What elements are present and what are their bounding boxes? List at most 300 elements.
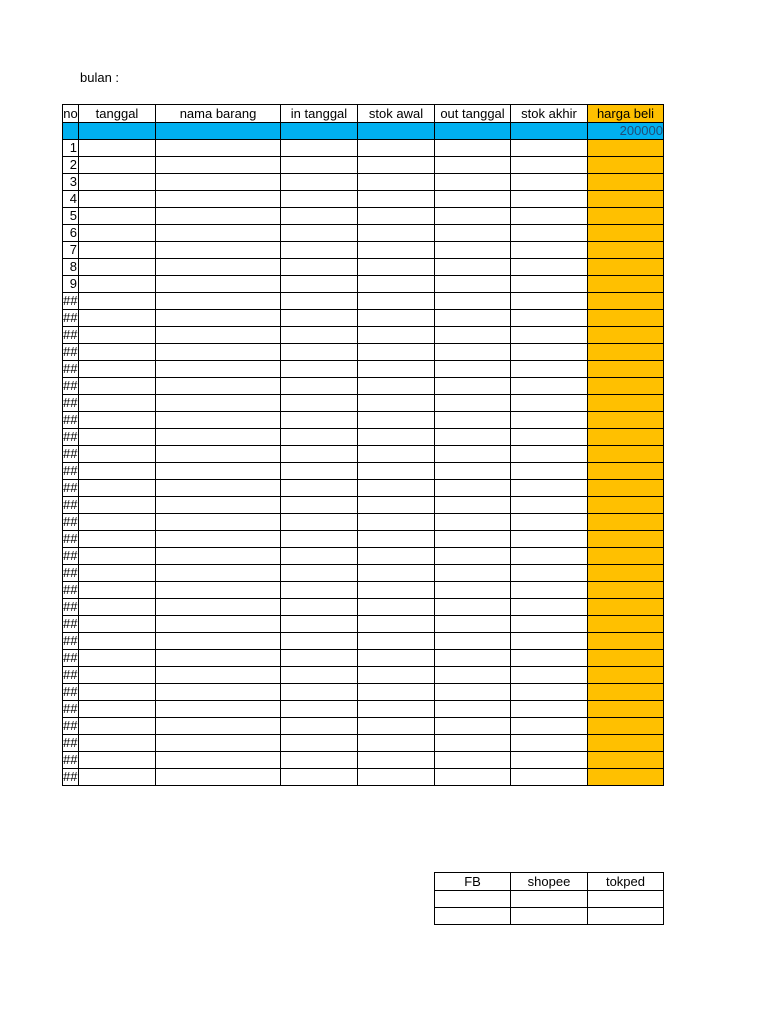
table-cell[interactable]	[511, 327, 588, 344]
table-cell[interactable]	[281, 157, 358, 174]
table-cell[interactable]	[511, 752, 588, 769]
harga-beli-cell[interactable]	[588, 752, 664, 769]
table-cell[interactable]	[79, 735, 156, 752]
table-cell[interactable]	[358, 157, 435, 174]
table-cell[interactable]	[156, 752, 281, 769]
table-cell[interactable]	[79, 616, 156, 633]
table-cell[interactable]	[79, 429, 156, 446]
table-cell[interactable]	[79, 242, 156, 259]
table-cell[interactable]	[511, 735, 588, 752]
table-cell[interactable]	[435, 378, 511, 395]
table-cell[interactable]	[511, 412, 588, 429]
table-cell[interactable]	[79, 174, 156, 191]
table-cell[interactable]	[79, 344, 156, 361]
table-cell[interactable]	[358, 684, 435, 701]
table-cell[interactable]	[435, 565, 511, 582]
table-cell[interactable]	[281, 242, 358, 259]
harga-beli-value[interactable]: 200000	[588, 123, 664, 140]
row-number: 6	[63, 225, 79, 242]
table-cell[interactable]	[511, 378, 588, 395]
table-cell[interactable]	[435, 616, 511, 633]
table-cell[interactable]	[358, 650, 435, 667]
harga-beli-cell[interactable]	[588, 140, 664, 157]
table-cell[interactable]	[156, 599, 281, 616]
table-cell[interactable]	[358, 599, 435, 616]
table-cell[interactable]	[156, 191, 281, 208]
table-cell[interactable]	[511, 242, 588, 259]
table-cell[interactable]	[435, 225, 511, 242]
table-cell[interactable]	[435, 123, 511, 140]
harga-beli-cell[interactable]	[588, 446, 664, 463]
table-cell[interactable]	[435, 259, 511, 276]
table-cell[interactable]	[156, 412, 281, 429]
table-cell[interactable]	[358, 123, 435, 140]
table-cell[interactable]	[156, 208, 281, 225]
table-cell[interactable]	[281, 208, 358, 225]
table-cell[interactable]	[435, 599, 511, 616]
table-cell[interactable]	[435, 633, 511, 650]
table-cell[interactable]	[281, 616, 358, 633]
table-cell[interactable]	[79, 191, 156, 208]
table-cell[interactable]	[79, 480, 156, 497]
table-cell[interactable]	[435, 208, 511, 225]
table-cell[interactable]	[79, 310, 156, 327]
table-cell[interactable]	[79, 769, 156, 786]
table-cell[interactable]	[511, 633, 588, 650]
harga-beli-cell[interactable]	[588, 497, 664, 514]
table-cell[interactable]	[79, 412, 156, 429]
table-cell[interactable]	[281, 582, 358, 599]
table-cell[interactable]	[79, 463, 156, 480]
table-cell[interactable]	[511, 497, 588, 514]
table-cell[interactable]	[435, 310, 511, 327]
harga-beli-cell[interactable]	[588, 361, 664, 378]
table-cell[interactable]	[281, 395, 358, 412]
row-number: ##	[63, 463, 78, 478]
table-cell[interactable]	[511, 565, 588, 582]
table-cell[interactable]	[281, 480, 358, 497]
table-cell[interactable]	[281, 429, 358, 446]
table-cell[interactable]	[79, 497, 156, 514]
table-cell[interactable]	[435, 667, 511, 684]
table-cell[interactable]	[511, 582, 588, 599]
harga-beli-cell[interactable]	[588, 242, 664, 259]
row-number: ##	[63, 497, 78, 512]
table-cell[interactable]	[156, 701, 281, 718]
table-cell[interactable]	[156, 429, 281, 446]
table-cell[interactable]	[79, 225, 156, 242]
table-cell[interactable]	[511, 599, 588, 616]
table-cell[interactable]	[511, 191, 588, 208]
table-cell[interactable]	[79, 684, 156, 701]
harga-beli-cell[interactable]	[588, 616, 664, 633]
table-cell[interactable]	[156, 293, 281, 310]
table-cell[interactable]	[79, 667, 156, 684]
col-header-tokped: tokped	[588, 873, 664, 891]
table-cell[interactable]	[358, 276, 435, 293]
row-number: ##	[63, 480, 78, 495]
harga-beli-cell[interactable]	[588, 514, 664, 531]
table-cell[interactable]	[358, 191, 435, 208]
table-cell[interactable]	[435, 684, 511, 701]
harga-beli-cell[interactable]	[588, 157, 664, 174]
table-cell[interactable]	[358, 446, 435, 463]
table-cell[interactable]	[511, 123, 588, 140]
row-number: ##	[63, 446, 78, 461]
table-cell[interactable]	[511, 344, 588, 361]
table-cell[interactable]	[79, 752, 156, 769]
table-cell[interactable]	[156, 276, 281, 293]
table-cell[interactable]	[281, 412, 358, 429]
table-cell[interactable]	[435, 701, 511, 718]
channel-cell[interactable]	[435, 891, 511, 908]
table-cell[interactable]	[281, 463, 358, 480]
harga-beli-cell[interactable]	[588, 259, 664, 276]
table-row	[63, 701, 664, 718]
table-cell[interactable]	[358, 361, 435, 378]
table-cell[interactable]	[156, 242, 281, 259]
table-cell[interactable]	[63, 123, 79, 140]
table-cell[interactable]	[79, 361, 156, 378]
harga-beli-cell[interactable]	[588, 174, 664, 191]
table-cell[interactable]	[79, 327, 156, 344]
table-cell[interactable]	[281, 667, 358, 684]
table-cell[interactable]	[79, 531, 156, 548]
table-cell[interactable]	[156, 259, 281, 276]
table-cell[interactable]	[156, 446, 281, 463]
harga-beli-cell[interactable]	[588, 599, 664, 616]
table-cell[interactable]	[435, 718, 511, 735]
table-cell[interactable]	[358, 548, 435, 565]
harga-beli-cell[interactable]	[588, 667, 664, 684]
table-cell[interactable]	[358, 769, 435, 786]
table-cell[interactable]	[281, 310, 358, 327]
table-cell[interactable]	[79, 140, 156, 157]
table-cell[interactable]	[281, 752, 358, 769]
table-cell[interactable]	[511, 463, 588, 480]
table-cell[interactable]	[79, 276, 156, 293]
table-cell[interactable]	[79, 565, 156, 582]
table-cell[interactable]	[511, 140, 588, 157]
harga-beli-cell[interactable]	[588, 701, 664, 718]
row-number: ##	[63, 650, 78, 665]
table-cell[interactable]	[281, 140, 358, 157]
table-cell[interactable]	[358, 395, 435, 412]
table-cell[interactable]	[435, 463, 511, 480]
table-cell[interactable]	[281, 276, 358, 293]
table-cell[interactable]	[435, 412, 511, 429]
table-cell[interactable]	[156, 582, 281, 599]
channel-cell[interactable]	[588, 908, 664, 925]
table-cell[interactable]	[156, 361, 281, 378]
harga-beli-cell[interactable]	[588, 650, 664, 667]
table-cell[interactable]	[511, 157, 588, 174]
table-cell[interactable]	[79, 123, 156, 140]
table-cell[interactable]	[435, 361, 511, 378]
table-cell[interactable]	[281, 548, 358, 565]
channel-cell[interactable]	[588, 891, 664, 908]
table-cell[interactable]	[281, 718, 358, 735]
table-cell[interactable]	[281, 378, 358, 395]
table-cell[interactable]	[281, 650, 358, 667]
table-cell[interactable]	[435, 157, 511, 174]
table-cell[interactable]	[156, 344, 281, 361]
table-cell[interactable]	[281, 225, 358, 242]
table-cell[interactable]	[511, 684, 588, 701]
table-cell[interactable]	[281, 191, 358, 208]
harga-beli-cell[interactable]	[588, 582, 664, 599]
table-cell[interactable]	[511, 718, 588, 735]
table-cell[interactable]	[156, 718, 281, 735]
table-cell[interactable]	[511, 208, 588, 225]
table-cell[interactable]	[511, 531, 588, 548]
table-cell[interactable]	[79, 548, 156, 565]
table-cell[interactable]	[358, 242, 435, 259]
table-cell[interactable]	[435, 480, 511, 497]
table-row	[63, 259, 664, 276]
table-cell[interactable]	[281, 735, 358, 752]
table-cell[interactable]	[281, 174, 358, 191]
table-cell[interactable]	[511, 446, 588, 463]
table-cell[interactable]	[281, 123, 358, 140]
table-cell[interactable]	[358, 174, 435, 191]
table-cell[interactable]	[358, 752, 435, 769]
table-cell[interactable]	[156, 140, 281, 157]
harga-beli-cell[interactable]	[588, 633, 664, 650]
table-cell[interactable]	[435, 395, 511, 412]
channel-cell[interactable]	[435, 908, 511, 925]
table-cell[interactable]	[281, 565, 358, 582]
table-cell[interactable]	[358, 497, 435, 514]
table-cell[interactable]	[358, 633, 435, 650]
table-cell[interactable]	[281, 514, 358, 531]
harga-beli-cell[interactable]	[588, 429, 664, 446]
table-cell[interactable]	[156, 667, 281, 684]
table-cell[interactable]	[156, 480, 281, 497]
harga-beli-cell[interactable]	[588, 208, 664, 225]
harga-beli-cell[interactable]	[588, 378, 664, 395]
table-cell[interactable]	[156, 548, 281, 565]
harga-beli-cell[interactable]	[588, 480, 664, 497]
harga-beli-cell[interactable]	[588, 548, 664, 565]
table-cell[interactable]	[79, 650, 156, 667]
table-cell[interactable]	[435, 242, 511, 259]
table-cell[interactable]	[511, 276, 588, 293]
table-cell[interactable]	[156, 327, 281, 344]
table-cell[interactable]	[511, 769, 588, 786]
table-cell[interactable]	[435, 191, 511, 208]
table-cell[interactable]	[435, 276, 511, 293]
table-cell[interactable]	[358, 531, 435, 548]
table-cell[interactable]	[358, 140, 435, 157]
table-cell[interactable]	[79, 157, 156, 174]
table-row	[63, 514, 664, 531]
table-row	[63, 565, 664, 582]
harga-beli-cell[interactable]	[588, 463, 664, 480]
table-cell[interactable]	[281, 259, 358, 276]
table-cell[interactable]	[435, 548, 511, 565]
table-cell[interactable]	[281, 599, 358, 616]
table-cell[interactable]	[511, 361, 588, 378]
table-cell[interactable]	[281, 684, 358, 701]
harga-beli-cell[interactable]	[588, 344, 664, 361]
table-cell[interactable]	[281, 769, 358, 786]
table-cell[interactable]	[358, 293, 435, 310]
harga-beli-cell[interactable]	[588, 412, 664, 429]
table-cell[interactable]	[79, 582, 156, 599]
table-cell[interactable]	[511, 616, 588, 633]
table-cell[interactable]	[156, 769, 281, 786]
table-cell[interactable]	[358, 259, 435, 276]
table-cell[interactable]	[156, 650, 281, 667]
table-cell[interactable]	[156, 395, 281, 412]
harga-beli-cell[interactable]	[588, 718, 664, 735]
table-cell[interactable]	[358, 718, 435, 735]
table-cell[interactable]	[281, 293, 358, 310]
table-cell[interactable]	[156, 225, 281, 242]
table-cell[interactable]	[511, 548, 588, 565]
table-cell[interactable]	[511, 225, 588, 242]
table-cell[interactable]	[511, 174, 588, 191]
table-cell[interactable]	[156, 633, 281, 650]
table-cell[interactable]	[156, 378, 281, 395]
harga-beli-cell[interactable]	[588, 735, 664, 752]
harga-beli-cell[interactable]	[588, 293, 664, 310]
table-cell[interactable]	[435, 140, 511, 157]
table-cell[interactable]	[281, 344, 358, 361]
table-cell[interactable]	[156, 684, 281, 701]
row-number: ##	[63, 701, 78, 716]
table-cell[interactable]	[435, 582, 511, 599]
table-cell[interactable]	[156, 123, 281, 140]
table-cell[interactable]	[79, 259, 156, 276]
table-cell[interactable]	[435, 174, 511, 191]
harga-beli-cell[interactable]	[588, 565, 664, 582]
table-cell[interactable]	[281, 701, 358, 718]
table-cell[interactable]	[79, 378, 156, 395]
table-cell[interactable]	[511, 429, 588, 446]
table-cell[interactable]	[511, 667, 588, 684]
row-number: ##	[63, 769, 78, 784]
table-cell[interactable]	[358, 225, 435, 242]
channel-cell[interactable]	[511, 908, 588, 925]
row-number: ##	[63, 633, 78, 648]
table-cell[interactable]	[358, 463, 435, 480]
harga-beli-cell[interactable]	[588, 769, 664, 786]
table-cell[interactable]	[435, 650, 511, 667]
table-cell[interactable]	[358, 582, 435, 599]
harga-beli-cell[interactable]	[588, 225, 664, 242]
table-cell[interactable]	[358, 378, 435, 395]
table-cell[interactable]	[156, 463, 281, 480]
table-cell[interactable]	[156, 514, 281, 531]
channel-row	[435, 908, 664, 925]
table-cell[interactable]	[358, 616, 435, 633]
table-row	[63, 531, 664, 548]
table-cell[interactable]	[281, 633, 358, 650]
table-cell[interactable]	[156, 174, 281, 191]
table-cell[interactable]	[435, 344, 511, 361]
table-cell[interactable]	[79, 701, 156, 718]
table-cell[interactable]	[511, 293, 588, 310]
table-cell[interactable]	[358, 667, 435, 684]
table-cell[interactable]	[156, 616, 281, 633]
table-cell[interactable]	[511, 701, 588, 718]
table-cell[interactable]	[156, 497, 281, 514]
table-row	[63, 480, 664, 497]
harga-beli-cell[interactable]	[588, 684, 664, 701]
channel-cell[interactable]	[511, 891, 588, 908]
row-number: ##	[63, 361, 78, 376]
harga-beli-cell[interactable]	[588, 531, 664, 548]
table-cell[interactable]	[435, 752, 511, 769]
table-cell[interactable]	[435, 769, 511, 786]
table-cell[interactable]	[511, 259, 588, 276]
table-cell[interactable]	[511, 514, 588, 531]
table-cell[interactable]	[358, 327, 435, 344]
table-cell[interactable]	[358, 208, 435, 225]
table-cell[interactable]	[358, 735, 435, 752]
table-cell[interactable]	[281, 531, 358, 548]
table-cell[interactable]	[79, 633, 156, 650]
table-cell[interactable]	[358, 344, 435, 361]
table-cell[interactable]	[435, 446, 511, 463]
table-cell[interactable]	[358, 480, 435, 497]
table-cell[interactable]	[156, 157, 281, 174]
table-cell[interactable]	[156, 531, 281, 548]
table-cell[interactable]	[435, 497, 511, 514]
stock-table	[62, 104, 664, 786]
table-cell[interactable]	[511, 650, 588, 667]
table-cell[interactable]	[281, 327, 358, 344]
table-cell[interactable]	[511, 310, 588, 327]
table-cell[interactable]	[358, 701, 435, 718]
table-cell[interactable]	[79, 293, 156, 310]
harga-beli-cell[interactable]	[588, 276, 664, 293]
harga-beli-cell[interactable]	[588, 395, 664, 412]
table-cell[interactable]	[79, 446, 156, 463]
table-cell[interactable]	[79, 718, 156, 735]
harga-beli-cell[interactable]	[588, 310, 664, 327]
table-cell[interactable]	[511, 395, 588, 412]
table-cell[interactable]	[281, 361, 358, 378]
table-cell[interactable]	[358, 310, 435, 327]
table-cell[interactable]	[281, 497, 358, 514]
table-cell[interactable]	[358, 429, 435, 446]
table-cell[interactable]	[156, 310, 281, 327]
table-cell[interactable]	[156, 565, 281, 582]
table-cell[interactable]	[435, 735, 511, 752]
table-cell[interactable]	[435, 429, 511, 446]
table-cell[interactable]	[358, 412, 435, 429]
harga-beli-cell[interactable]	[588, 191, 664, 208]
table-cell[interactable]	[435, 293, 511, 310]
table-cell[interactable]	[511, 480, 588, 497]
table-cell[interactable]	[79, 208, 156, 225]
table-cell[interactable]	[79, 514, 156, 531]
row-number: ##	[63, 684, 78, 699]
table-cell[interactable]	[281, 446, 358, 463]
table-cell[interactable]	[156, 735, 281, 752]
table-cell[interactable]	[435, 327, 511, 344]
table-cell[interactable]	[435, 531, 511, 548]
table-cell[interactable]	[358, 565, 435, 582]
harga-beli-cell[interactable]	[588, 327, 664, 344]
table-cell[interactable]	[79, 395, 156, 412]
table-cell[interactable]	[79, 599, 156, 616]
table-cell[interactable]	[435, 514, 511, 531]
table-cell[interactable]	[358, 514, 435, 531]
